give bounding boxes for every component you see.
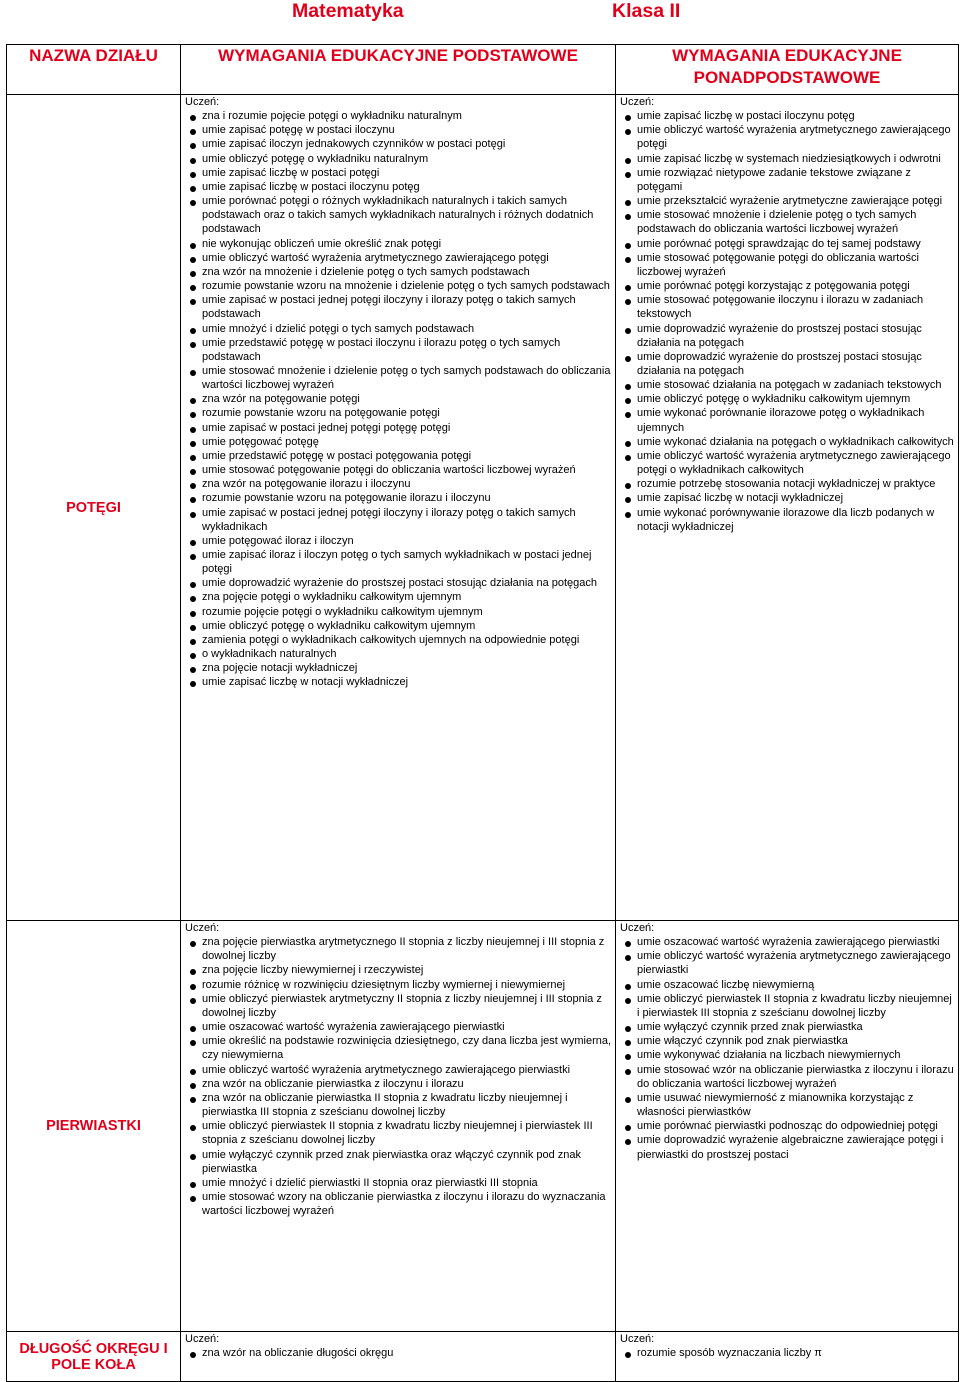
requirement-item: umie stosować potęgowanie potęgi do obliczania wartości liczbowej wyrażeń [620,251,955,279]
advanced-requirements-list [620,1346,955,1360]
requirement-item: umie przekształcić wyrażenie arytmetyczne zawierające potęgi [620,194,955,208]
requirement-item: umie usuwać niewymierność z mianownika korzystając z własności pierwiastków [620,1091,955,1119]
requirement-item: umie porównać potęgi korzystając z potęgowania potęgi [620,279,955,293]
requirement-item: umie rozwiązać nietypowe zadanie tekstowe związane z potęgami [620,166,955,194]
requirement-item: umie stosować działania na potęgach w zadaniach tekstowych [620,378,955,392]
requirement-item: umie porównać potęgi sprawdzając do tej samej podstawy [620,237,955,251]
requirement-item: umie obliczyć pierwiastek II stopnia z kwadratu liczby nieujemnej i pierwiastek III stopnia z sześcianu dowolnej liczby [185,1119,612,1147]
requirement-item: nie wykonując obliczeń umie określić znak potęgi [185,237,612,251]
requirement-item: umie przedstawić potęgę w postaci iloczynu i ilorazu potęg o tych samych podstawach [185,336,612,364]
table-row [7,1332,959,1382]
requirement-item: zna pojęcie potęgi o wykładniku całkowitym ujemnym [185,590,612,604]
requirement-item: umie obliczyć pierwiastek arytmetyczny II stopnia z liczby nieujemnej i III stopnia z dowolnej liczby [185,992,612,1020]
requirement-item: umie zapisać liczbę w notacji wykładniczej [620,491,955,505]
requirement-item: umie mnożyć i dzielić pierwiastki II stopnia oraz pierwiastki III stopnia [185,1176,612,1190]
requirement-item: umie przedstawić potęgę w postaci potęgowania potęgi [185,449,612,463]
requirement-item: umie obliczyć pierwiastek II stopnia z kwadratu liczby nieujemnej i pierwiastek III stopnia z sześcianu dowolnej liczby [620,992,955,1020]
table-row [7,95,959,921]
advanced-requirements-list [620,109,955,534]
requirement-item: zna wzór na mnożenie i dzielenie potęg o tych samych podstawach [185,265,612,279]
subject-title: Matematyka [292,0,404,22]
requirement-item: umie stosować mnożenie i dzielenie potęg o tych samych podstawach do obliczania wartości liczbowej wyrażeń [620,208,955,236]
advanced-requirements-cell [616,1332,959,1382]
requirement-item: umie doprowadzić wyrażenie do prostszej postaci stosując działania na potęgach [620,322,955,350]
requirement-item: rozumie potrzebę stosowania notacji wykładniczej w praktyce [620,477,955,491]
requirement-item: umie wykonać porównywanie ilorazowe dla liczb podanych w notacji wykładniczej [620,506,955,534]
requirement-item: umie doprowadzić wyrażenie do prostszej postaci stosując działania na potęgach [185,576,612,590]
requirement-item: umie zapisać w postaci jednej potęgi potęgę potęgi [185,421,612,435]
requirement-item: umie obliczyć wartość wyrażenia arytmetycznego zawierającego pierwiastki [185,1063,612,1077]
requirement-item: umie określić na podstawie rozwinięcia dziesiętnego, czy dana liczba jest wymierna, czy niewymierna [185,1034,612,1062]
requirement-item: umie stosować wzory na obliczanie pierwiastka z iloczynu i ilorazu do wyznaczania wartości liczbowej wyrażeń [185,1190,612,1218]
requirement-item: zna pojęcie pierwiastka arytmetycznego II stopnia z liczby nieujemnej i III stopnia z dowolnej liczby [185,935,612,963]
requirement-item: zna pojęcie liczby niewymiernej i rzeczywistej [185,963,612,977]
requirement-item: zna wzór na obliczanie długości okręgu [185,1346,612,1360]
student-label: Uczeń: [620,1333,655,1345]
basic-requirements-list [185,1346,612,1360]
requirement-item: o wykładnikach naturalnych [185,647,612,661]
requirement-item: umie stosować potęgowanie iloczynu i ilorazu w zadaniach tekstowych [620,293,955,321]
requirement-item: umie obliczyć potęgę o wykładniku całkowitym ujemnym [185,619,612,633]
student-label: Uczeń: [185,922,220,934]
requirement-item: rozumie różnicę w rozwinięciu dziesiętnym liczby wymiernej i niewymiernej [185,978,612,992]
section-name: POTĘGI [7,95,181,921]
student-label: Uczeń: [185,1333,220,1345]
requirement-item: umie zapisać liczbę w notacji wykładniczej [185,675,612,689]
advanced-requirements-cell [616,95,959,921]
header-basic-requirements: WYMAGANIA EDUKACYJNE PODSTAWOWE [181,45,616,95]
requirement-item: zna wzór na obliczanie pierwiastka II stopnia z kwadratu liczby nieujemnej i pierwiastka III stopnia z sześcianu dowolnej liczby [185,1091,612,1119]
requirement-item: zamienia potęgi o wykładnikach całkowitych ujemnych na odpowiednie potęgi [185,633,612,647]
requirement-item: umie obliczyć potęgę o wykładniku naturalnym [185,152,612,166]
requirement-item: umie potęgować iloraz i iloczyn [185,534,612,548]
requirement-item: rozumie sposób wyznaczania liczby π [620,1346,955,1360]
requirement-item: umie obliczyć potęgę o wykładniku całkowitym ujemnym [620,392,955,406]
advanced-requirements-list [620,935,955,1162]
requirement-item: zna pojęcie notacji wykładniczej [185,661,612,675]
requirement-item: umie zapisać iloczyn jednakowych czynników w postaci potęgi [185,137,612,151]
requirement-item: rozumie pojęcie potęgi o wykładniku całkowitym ujemnym [185,605,612,619]
page-header [0,0,960,44]
table-row [7,921,959,1332]
requirement-item: umie doprowadzić wyrażenie algebraiczne zawierające potęgi i pierwiastki do prostszej postaci [620,1133,955,1161]
requirement-item: umie stosować wzór na obliczanie pierwiastka z iloczynu i ilorazu do obliczania wartości liczbowej wyrażeń [620,1063,955,1091]
section-name: DŁUGOŚĆ OKRĘGU I POLE KOŁA [7,1332,181,1382]
requirement-item: umie zapisać liczbę w postaci iloczynu potęg [185,180,612,194]
requirement-item: zna i rozumie pojęcie potęgi o wykładniku naturalnym [185,109,612,123]
section-name: PIERWIASTKI [7,921,181,1332]
requirement-item: rozumie powstanie wzoru na potęgowanie ilorazu i iloczynu [185,491,612,505]
requirement-item: umie mnożyć i dzielić potęgi o tych samych podstawach [185,322,612,336]
student-label: Uczeń: [620,922,655,934]
requirement-item: umie wykonywać działania na liczbach niewymiernych [620,1048,955,1062]
requirement-item: umie wyłączyć czynnik przed znak pierwiastka [620,1020,955,1034]
requirement-item: umie włączyć czynnik pod znak pierwiastka [620,1034,955,1048]
requirement-item: umie obliczyć wartość wyrażenia arytmetycznego zawierającego pierwiastki [620,949,955,977]
basic-requirements-cell [181,921,616,1332]
requirement-item: rozumie powstanie wzoru na potęgowanie potęgi [185,406,612,420]
requirement-item: umie obliczyć wartość wyrażenia arytmetycznego zawierającego potęgi o wykładnikach całkowitych [620,449,955,477]
requirement-item: umie wykonać porównanie ilorazowe potęg o wykładnikach ujemnych [620,406,955,434]
student-label: Uczeń: [620,96,655,108]
requirement-item: umie zapisać w postaci jednej potęgi iloczyny i ilorazy potęg o takich samych wykładnikach [185,506,612,534]
requirement-item: umie zapisać liczbę w postaci potęgi [185,166,612,180]
basic-requirements-list [185,935,612,1218]
requirement-item: umie wyłączyć czynnik przed znak pierwiastka oraz włączyć czynnik pod znak pierwiastka [185,1148,612,1176]
requirement-item: umie porównać potęgi o różnych wykładnikach naturalnych i takich samych podstawach oraz o takich samych wykładnikach naturalnych i różnych dodatnich podstawach [185,194,612,236]
requirement-item: umie potęgować potęgę [185,435,612,449]
requirement-item: umie obliczyć wartość wyrażenia arytmetycznego zawierającego potęgi [620,123,955,151]
requirement-item: zna wzór na potęgowanie ilorazu i iloczynu [185,477,612,491]
requirement-item: umie wykonać działania na potęgach o wykładnikach całkowitych [620,435,955,449]
requirement-item: umie zapisać liczbę w systemach niedziesiątkowych i odwrotni [620,152,955,166]
basic-requirements-cell [181,1332,616,1382]
requirement-item: umie zapisać iloraz i iloczyn potęg o tych samych wykładnikach w postaci jednej potęgi [185,548,612,576]
requirements-table [6,44,959,1382]
requirement-item: umie zapisać liczbę w postaci iloczynu potęg [620,109,955,123]
requirement-item: umie zapisać w postaci jednej potęgi iloczyny i ilorazy potęg o takich samych podstawach [185,293,612,321]
grade-title: Klasa II [612,0,681,22]
requirement-item: umie oszacować wartość wyrażenia zawierającego pierwiastki [185,1020,612,1034]
requirement-item: zna wzór na obliczanie pierwiastka z iloczynu i ilorazu [185,1077,612,1091]
student-label: Uczeń: [185,96,220,108]
requirement-item: umie zapisać potęgę w postaci iloczynu [185,123,612,137]
header-section-name: NAZWA DZIAŁU [7,45,181,95]
header-advanced-requirements: WYMAGANIA EDUKACYJNE PONADPODSTAWOWE [616,45,959,95]
requirement-item: umie oszacować wartość wyrażenia zawierającego pierwiastki [620,935,955,949]
basic-requirements-list [185,109,612,689]
table-header-row [7,45,959,95]
requirement-item: umie stosować mnożenie i dzielenie potęg o tych samych podstawach do obliczania wartości liczbowej wyrażeń [185,364,612,392]
requirement-item: umie porównać pierwiastki podnosząc do odpowiedniej potęgi [620,1119,955,1133]
requirement-item: rozumie powstanie wzoru na mnożenie i dzielenie potęg o tych samych podstawach [185,279,612,293]
requirement-item: umie doprowadzić wyrażenie do prostszej postaci stosując działania na potęgach [620,350,955,378]
requirement-item: umie stosować potęgowanie potęgi do obliczania wartości liczbowej wyrażeń [185,463,612,477]
basic-requirements-cell [181,95,616,921]
requirement-item: zna wzór na potęgowanie potęgi [185,392,612,406]
requirement-item: umie obliczyć wartość wyrażenia arytmetycznego zawierającego potęgi [185,251,612,265]
requirement-item: umie oszacować liczbę niewymierną [620,978,955,992]
advanced-requirements-cell [616,921,959,1332]
